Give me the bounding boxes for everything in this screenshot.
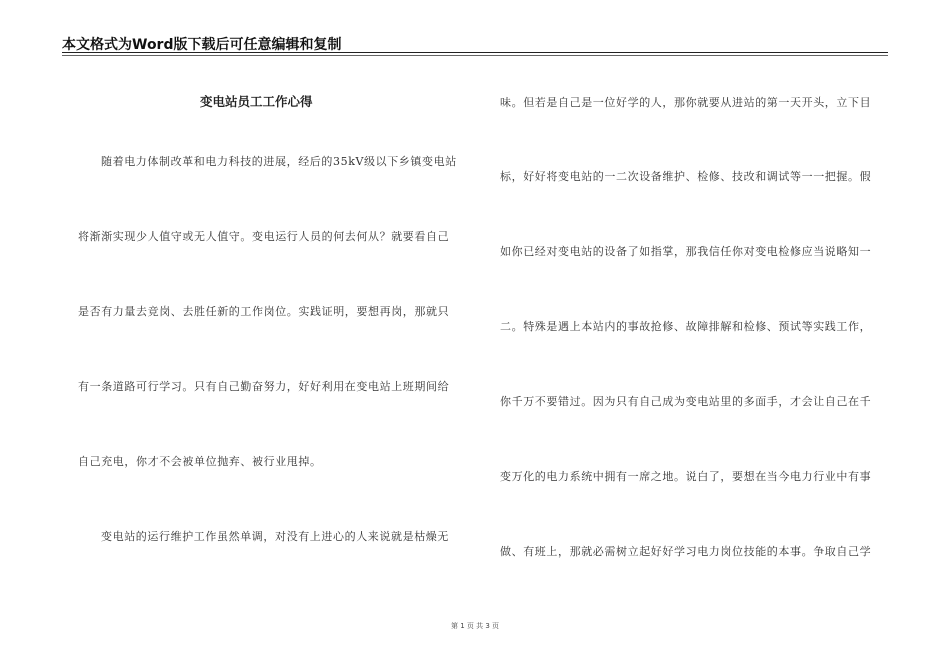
left-column-line: 自己充电，你才不会被单位抛弃、被行业甩掉。 (78, 455, 322, 468)
right-column-line: 如你已经对变电站的设备了如指掌，那我信任你对变电检修应当说略知一 (500, 245, 872, 258)
header-divider-thin (62, 55, 888, 56)
left-column-line: 随着电力体制改革和电力科技的进展，经后的35kV级以下乡镇变电站 (101, 155, 457, 168)
header-divider (62, 52, 888, 53)
page-number: 第 1 页 共 3 页 (450, 622, 500, 630)
right-column-line: 做、有班上，那就必需树立起好好学习电力岗位技能的本事。争取自己学 (500, 545, 872, 558)
right-column-line: 标，好好将变电站的一二次设备维护、检修、技改和调试等一一把握。假 (500, 170, 872, 183)
right-column-line: 你千万不要错过。因为只有自己成为变电站里的多面手，才会让自己在千 (500, 395, 872, 408)
left-column-line: 有一条道路可行学习。只有自己勤奋努力，好好利用在变电站上班期间给 (78, 380, 450, 393)
left-column-line: 变电站的运行维护工作虽然单调，对没有上进心的人来说就是枯燥无 (101, 530, 449, 543)
right-column-line: 变万化的电力系统中拥有一席之地。说白了，要想在当今电力行业中有事 (500, 470, 872, 483)
left-column-line: 将渐渐实现少人值守或无人值守。变电运行人员的何去何从？就要看自己 (78, 230, 450, 243)
right-column-line: 味。但若是自己是一位好学的人，那你就要从进站的第一天开头，立下目 (500, 96, 872, 109)
header-title: 本文格式为Word版下载后可任意编辑和复制 (62, 37, 342, 53)
document-title: 变电站员工工作心得 (200, 94, 313, 109)
right-column-line: 二。特殊是遇上本站内的事故抢修、故障排解和检修、预试等实践工作， (500, 320, 872, 333)
left-column-line: 是否有力量去竞岗、去胜任新的工作岗位。实践证明，要想再岗，那就只 (78, 305, 450, 318)
